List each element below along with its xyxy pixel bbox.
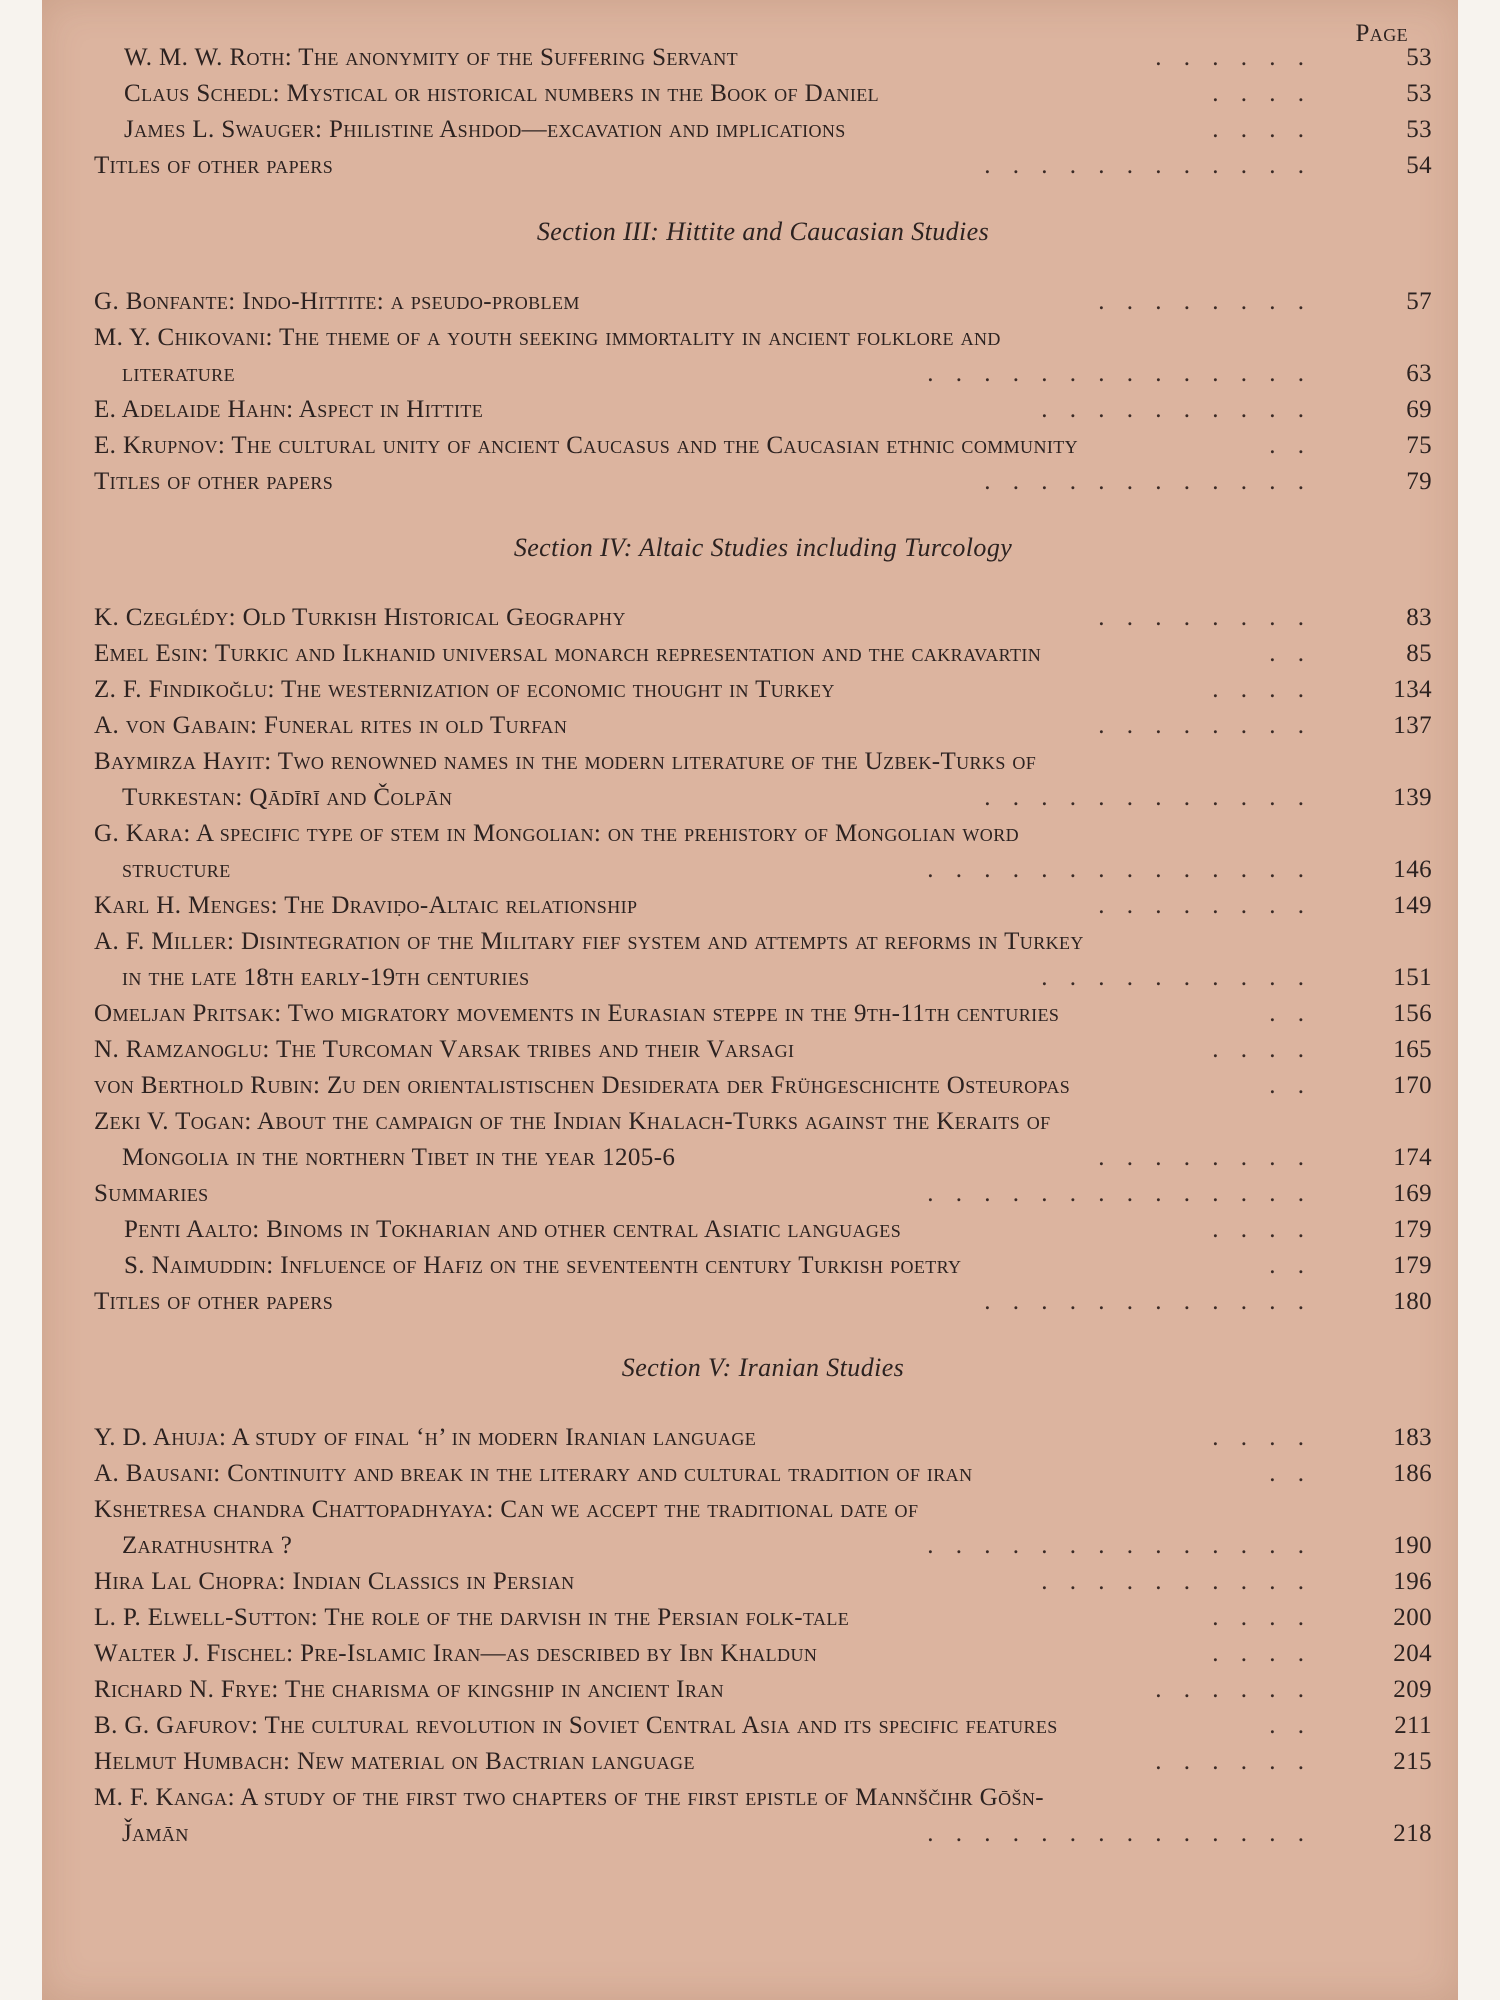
entry-title-line <box>94 816 1432 852</box>
toc-entry <box>94 148 1432 184</box>
entry-title-line <box>94 1708 1432 1744</box>
entry-title: Kshetresa chandra Chattopadhyaya: Can we accept the traditional date of <box>94 1496 919 1523</box>
toc-entry <box>94 1104 1432 1176</box>
entry-title: in the late 18th early-19th centuries <box>122 964 530 991</box>
entry-title: Titles of other papers <box>94 152 334 179</box>
dot-leader: . . . . . . . . <box>1098 712 1312 739</box>
entry-title-line <box>94 112 1432 148</box>
page-number: 139 <box>1393 784 1432 811</box>
dot-leader: . . . . . . . . . . . . <box>984 152 1312 179</box>
dot-leader: . . . . . . . . . . . . . . <box>927 1180 1312 1207</box>
dot-leader: . . . . <box>1212 1640 1312 1667</box>
page-number: 63 <box>1406 360 1432 387</box>
toc-entry <box>94 40 1432 76</box>
entry-title: von Berthold Rubin: Zu den orientalistischen Desiderata der Frühgeschichte Osteuropas <box>94 1072 1071 1099</box>
toc-entry <box>94 284 1432 320</box>
dot-leader: . . . . . . <box>1155 1676 1312 1703</box>
entry-title-line <box>94 1600 1432 1636</box>
toc-entry <box>94 744 1432 816</box>
toc-entry <box>94 112 1432 148</box>
section-heading: Section V: Iranian Studies <box>621 1353 905 1382</box>
spacer <box>94 1386 1432 1420</box>
entry-title-line <box>94 1564 1432 1600</box>
entry-title: Claus Schedl: Mystical or historical numbers in the Book of Daniel <box>124 80 880 107</box>
page-number: 149 <box>1393 892 1432 919</box>
dot-leader: . . . . <box>1212 80 1312 107</box>
dot-leader: . . . . . . . . . . <box>1041 1568 1312 1595</box>
entry-title-line <box>94 76 1432 112</box>
entry-title-line <box>94 600 1432 636</box>
dot-leader: . . . . <box>1212 1216 1312 1243</box>
toc-entry <box>94 1456 1432 1492</box>
page-number: 211 <box>1394 1712 1432 1739</box>
entry-title: Hira Lal Chopra: Indian Classics in Persian <box>94 1568 575 1595</box>
dot-leader: . . . . . . <box>1155 44 1312 71</box>
entry-continuation-line <box>94 1528 1432 1564</box>
dot-leader: . . <box>1269 1712 1312 1739</box>
toc-entry <box>94 1636 1432 1672</box>
dot-leader: . . . . <box>1212 1424 1312 1451</box>
dot-leader: . . . . . . . . . . <box>1041 396 1312 423</box>
entry-title: Zarathushtra ? <box>122 1532 293 1559</box>
entry-title-line <box>94 1744 1432 1780</box>
entry-title-line <box>94 924 1432 960</box>
entry-title-line <box>94 996 1432 1032</box>
section-heading: Section IV: Altaic Studies including Turcology <box>513 533 1013 562</box>
toc-entry <box>94 1672 1432 1708</box>
toc-entry <box>94 1212 1432 1248</box>
entry-title: literature <box>122 360 235 387</box>
dot-leader: . . <box>1269 1000 1312 1027</box>
page-number: 151 <box>1393 964 1432 991</box>
toc-flow <box>94 40 1432 1852</box>
toc-entry <box>94 816 1432 888</box>
entry-title: G. Kara: A specific type of stem in Mongolian: on the prehistory of Mongolian word <box>94 820 1019 847</box>
entry-title: Y. D. Ahuja: A study of final ‘h’ in modern Iranian language <box>94 1424 757 1451</box>
entry-title-line <box>94 636 1432 672</box>
entry-title: Omeljan Pritsak: Two migratory movements in Eurasian steppe in the 9th-11th centuries <box>94 1000 1060 1027</box>
toc-entry <box>94 1744 1432 1780</box>
entry-title-line <box>94 148 1432 184</box>
entry-continuation-line <box>94 1140 1432 1176</box>
toc-entry <box>94 924 1432 996</box>
page-number: 69 <box>1406 396 1432 423</box>
dot-leader: . . <box>1269 640 1312 667</box>
page-number: 204 <box>1393 1640 1432 1667</box>
toc-group <box>94 40 1432 184</box>
toc-entry <box>94 708 1432 744</box>
toc-entry <box>94 1780 1432 1852</box>
entry-title: J̌amān <box>122 1820 189 1847</box>
toc-entry <box>94 428 1432 464</box>
toc-entry <box>94 1708 1432 1744</box>
entry-title-line <box>94 1284 1432 1320</box>
page-number: 180 <box>1393 1288 1432 1315</box>
dot-leader: . . . . . . . . <box>1098 1144 1312 1171</box>
entry-title-line <box>94 1672 1432 1708</box>
toc-entry <box>94 464 1432 500</box>
page-number: 170 <box>1393 1072 1432 1099</box>
toc-entry <box>94 1248 1432 1284</box>
dot-leader: . . . . . . . . <box>1098 604 1312 631</box>
entry-title-line <box>94 284 1432 320</box>
entry-title: Emel Esin: Turkic and Ilkhanid universal monarch representation and the cakravartin <box>94 640 1042 667</box>
entry-title: A. von Gabain: Funeral rites in old Turfan <box>94 712 568 739</box>
entry-title: K. Czeglédy: Old Turkish Historical Geography <box>94 604 626 631</box>
toc-entry <box>94 672 1432 708</box>
page-number: 53 <box>1406 116 1432 143</box>
dot-leader: . . . . . . <box>1155 1748 1312 1775</box>
page-number: 137 <box>1393 712 1432 739</box>
entry-title: Karl H. Menges: The Draviḍo-Altaic relationship <box>94 892 638 919</box>
toc-entry <box>94 76 1432 112</box>
toc-entry <box>94 1420 1432 1456</box>
entry-title: Penti Aalto: Binoms in Tokharian and other central Asiatic languages <box>124 1216 902 1243</box>
page-number: 179 <box>1393 1252 1432 1279</box>
page-number: 196 <box>1393 1568 1432 1595</box>
page-number: 179 <box>1393 1216 1432 1243</box>
entry-title: James L. Swauger: Philistine Ashdod—excavation and implications <box>124 116 846 143</box>
entry-title-line <box>94 1456 1432 1492</box>
entry-title: W. M. W. Roth: The anonymity of the Suffering Servant <box>124 44 739 71</box>
page-number: 57 <box>1406 288 1432 315</box>
toc-entry <box>94 888 1432 924</box>
page-number: 169 <box>1393 1180 1432 1207</box>
entry-title: Zeki V. Togan: About the campaign of the Indian Khalach-Turks against the Keraits of <box>94 1108 1051 1135</box>
entry-title: A. Bausani: Continuity and break in the literary and cultural tradition of iran <box>94 1460 973 1487</box>
entry-title-line <box>94 1212 1432 1248</box>
dot-leader: . . . . . . . . . . <box>1041 964 1312 991</box>
entry-title-line <box>94 1636 1432 1672</box>
entry-title: Mongolia in the northern Tibet in the year 1205-6 <box>122 1144 676 1171</box>
toc-entry <box>94 1032 1432 1068</box>
entry-title: N. Ramzanoglu: The Turcoman Varsak tribes and their Varsagi <box>94 1036 795 1063</box>
toc-entry <box>94 392 1432 428</box>
toc-entry <box>94 1492 1432 1564</box>
entry-continuation-line <box>94 852 1432 888</box>
section-heading: Section III: Hittite and Caucasian Studies <box>536 217 990 246</box>
entry-title-line <box>94 428 1432 464</box>
entry-title-line <box>94 744 1432 780</box>
page-number: 53 <box>1406 44 1432 71</box>
page-number: 53 <box>1406 80 1432 107</box>
entry-title: L. P. Elwell-Sutton: The role of the darvish in the Persian folk-tale <box>94 1604 850 1631</box>
spacer <box>94 250 1432 284</box>
page-number: 190 <box>1393 1532 1432 1559</box>
dot-leader: . . . . <box>1212 1036 1312 1063</box>
dot-leader: . . . . <box>1212 116 1312 143</box>
page-number: 186 <box>1393 1460 1432 1487</box>
page-number: 54 <box>1406 152 1432 179</box>
page-number: 79 <box>1406 468 1432 495</box>
spacer <box>94 566 1432 600</box>
entry-title-line <box>94 1032 1432 1068</box>
page-number: 215 <box>1393 1748 1432 1775</box>
entry-title: Helmut Humbach: New material on Bactrian language <box>94 1748 695 1775</box>
page-number: 75 <box>1406 432 1432 459</box>
entry-title: B. G. Gafurov: The cultural revolution in Soviet Central Asia and its specific features <box>94 1712 1058 1739</box>
entry-title: E. Adelaide Hahn: Aspect in Hittite <box>94 396 484 423</box>
entry-title-line <box>94 708 1432 744</box>
page-number: 174 <box>1393 1144 1432 1171</box>
entry-title-line <box>94 672 1432 708</box>
page-number: 85 <box>1406 640 1432 667</box>
toc-entry <box>94 996 1432 1032</box>
page-number: 146 <box>1393 856 1432 883</box>
page-header-label: Page <box>1355 20 1408 47</box>
dot-leader: . . . . . . . . <box>1098 288 1312 315</box>
entry-title-line <box>94 1492 1432 1528</box>
page-number: 83 <box>1406 604 1432 631</box>
page-number: 200 <box>1393 1604 1432 1631</box>
entry-title-line <box>94 320 1432 356</box>
entry-title-line <box>94 888 1432 924</box>
dot-leader: . . . . . . . . . . . . . . <box>927 856 1312 883</box>
dot-leader: . . . . . . . . <box>1098 892 1312 919</box>
entry-continuation-line <box>94 356 1432 392</box>
entry-title: A. F. Miller: Disintegration of the Military fief system and attempts at reforms in Turkey <box>94 928 1084 955</box>
entry-title-line <box>94 40 1432 76</box>
dot-leader: . . . . . . . . . . . . <box>984 784 1312 811</box>
entry-title: S. Naimuddin: Influence of Hafiz on the seventeenth century Turkish poetry <box>124 1252 962 1279</box>
dot-leader: . . <box>1269 1072 1312 1099</box>
entry-title: Walter J. Fischel: Pre-Islamic Iran—as described by Ibn Khaldun <box>94 1640 818 1667</box>
entry-title: M. F. Kanga: A study of the first two chapters of the first epistle of Mannščihr Gōšn- <box>94 1784 1044 1811</box>
toc-group <box>94 500 1432 1320</box>
entry-continuation-line <box>94 1816 1432 1852</box>
entry-title: M. Y. Chikovani: The theme of a youth seeking immortality in ancient folklore and <box>94 324 1001 351</box>
entry-title: Titles of other papers <box>94 468 334 495</box>
dot-leader: . . . . <box>1212 1604 1312 1631</box>
dot-leader: . . . . . . . . . . . . <box>984 1288 1312 1315</box>
entry-title: G. Bonfante: Indo-Hittite: a pseudo-problem <box>94 288 580 315</box>
toc-group <box>94 1320 1432 1852</box>
page-number: 165 <box>1393 1036 1432 1063</box>
dot-leader: . . . . . . . . . . . . <box>984 468 1312 495</box>
dot-leader: . . <box>1269 1460 1312 1487</box>
entry-title-line <box>94 1780 1432 1816</box>
dot-leader: . . . . . . . . . . . . . . <box>927 360 1312 387</box>
entry-title: Baymirza Hayit: Two renowned names in the modern literature of the Uzbek-Turks of <box>94 748 1037 775</box>
toc-group <box>94 184 1432 500</box>
dot-leader: . . . . . . . . . . . . . . <box>927 1532 1312 1559</box>
entry-title-line <box>94 1068 1432 1104</box>
toc-entry <box>94 1068 1432 1104</box>
entry-title: Z. F. Findikoğlu: The westernization of economic thought in Turkey <box>94 676 835 703</box>
toc-entry <box>94 636 1432 672</box>
toc-entry <box>94 1176 1432 1212</box>
toc-entry <box>94 1600 1432 1636</box>
page-number: 156 <box>1393 1000 1432 1027</box>
entry-title: structure <box>122 856 231 883</box>
toc-entry <box>94 320 1432 392</box>
dot-leader: . . <box>1269 1252 1312 1279</box>
entry-title-line <box>94 392 1432 428</box>
toc-entry <box>94 1284 1432 1320</box>
entry-title-line <box>94 1420 1432 1456</box>
entry-title: E. Krupnov: The cultural unity of ancient Caucasus and the Caucasian ethnic community <box>94 432 1079 459</box>
entry-title: Summaries <box>94 1180 209 1207</box>
dot-leader: . . <box>1269 432 1312 459</box>
book-page <box>42 0 1458 2000</box>
entry-title: Titles of other papers <box>94 1288 334 1315</box>
entry-continuation-line <box>94 780 1432 816</box>
page-number: 134 <box>1393 676 1432 703</box>
spacer <box>94 1320 1432 1350</box>
entry-continuation-line <box>94 960 1432 996</box>
page-number: 218 <box>1393 1820 1432 1847</box>
spacer <box>94 184 1432 214</box>
entry-title-line <box>94 1248 1432 1284</box>
entry-title-line <box>94 464 1432 500</box>
dot-leader: . . . . . . . . . . . . . . <box>927 1820 1312 1847</box>
spacer <box>94 500 1432 530</box>
entry-title: Turkestan: Qādīrī and Čolpān <box>122 784 453 811</box>
toc-entry <box>94 600 1432 636</box>
entry-title-line <box>94 1104 1432 1140</box>
page-number: 183 <box>1393 1424 1432 1451</box>
page-number: 209 <box>1393 1676 1432 1703</box>
entry-title: Richard N. Frye: The charisma of kingship in ancient Iran <box>94 1676 725 1703</box>
toc-entry <box>94 1564 1432 1600</box>
dot-leader: . . . . <box>1212 676 1312 703</box>
entry-title-line <box>94 1176 1432 1212</box>
